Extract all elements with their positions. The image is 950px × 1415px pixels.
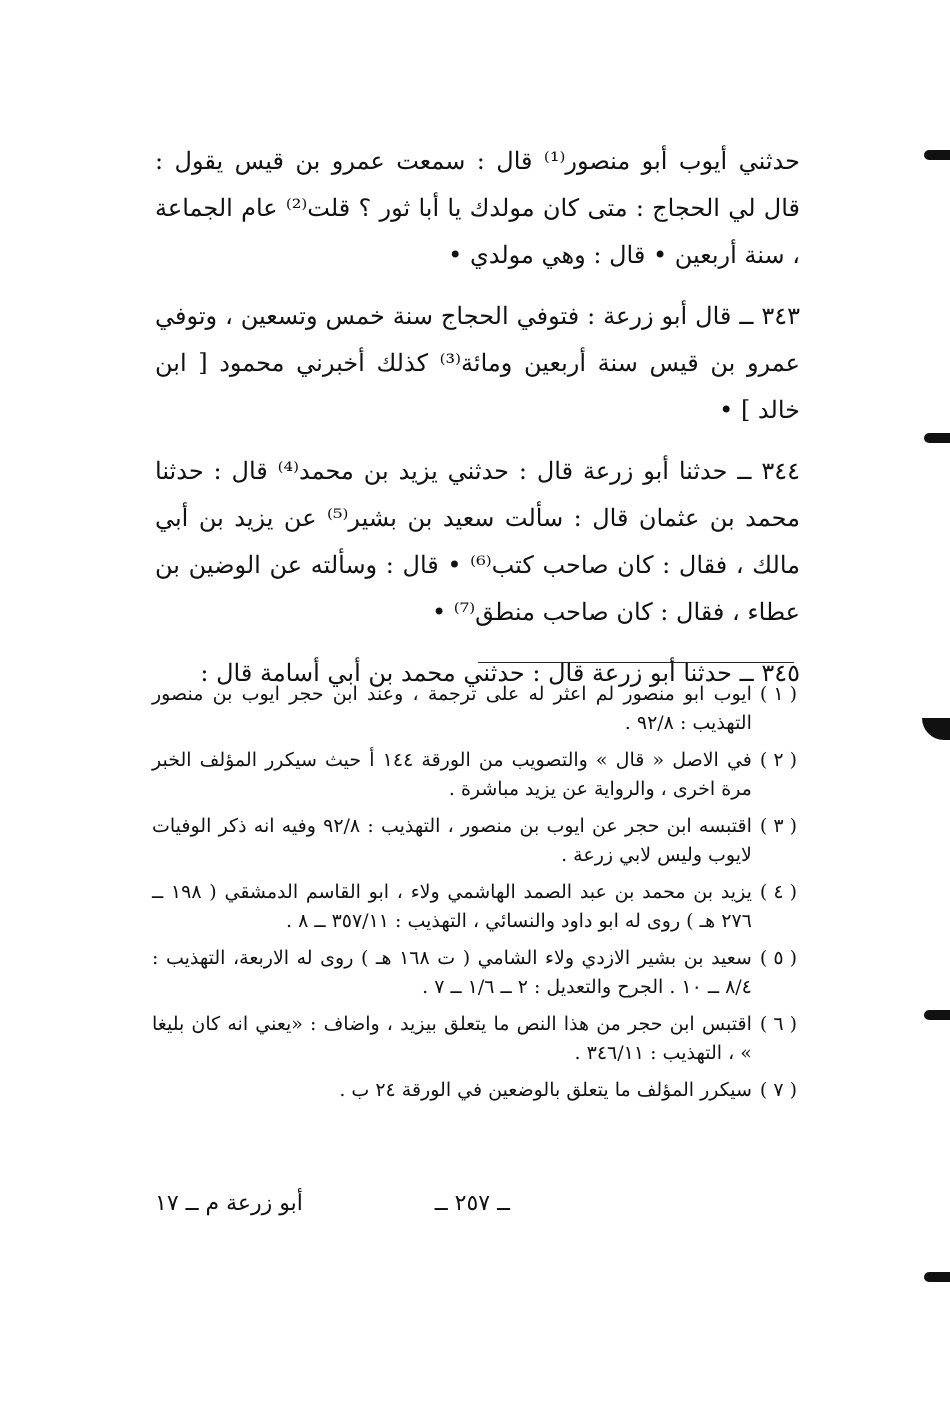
- footnote-text: يزيد بن محمد بن عبد الصمد الهاشمي ولاء ، ابو القاسم الدمشقي ( ١٩٨ ــ ٢٧٦ هـ ) روى له ابو داود والنسائي ، التهذيب : ٣٥٧/١١ ــ ٨ .: [152, 881, 752, 932]
- footnote-number: ( ١ ): [759, 683, 797, 705]
- footnote-number: ( ٦ ): [759, 1013, 797, 1035]
- footnote-number: ( ٧ ): [759, 1079, 797, 1101]
- footnote-text: ايوب ابو منصور لم اعثر له على ترجمة ، وعند ابن حجر ايوب بن منصور التهذيب : ٩٢/٨ .: [152, 683, 752, 734]
- footnote-number: ( ٣ ): [759, 815, 797, 837]
- main-text: [155, 138, 800, 711]
- footnote-text: سيكرر المؤلف ما يتعلق بالوضعين في الورقة ٢٤ ب .: [339, 1079, 752, 1101]
- edge-mark: [924, 1272, 950, 1282]
- footnotes: [152, 680, 797, 1113]
- footnote-number: ( ٤ ): [759, 881, 797, 903]
- paragraph: حدثني أيوب أبو منصور⁽¹⁾ قال : سمعت عمرو بن قيس يقول : قال لي الحجاج : متى كان مولدك يا أبا ثور ؟ قلت⁽²⁾ عام الجماعة ، سنة أربعين • قال : وهي مولدي •: [155, 147, 800, 269]
- footnote: [152, 680, 797, 738]
- footnote: [152, 944, 797, 1002]
- footnote-text: اقتبسه ابن حجر عن ايوب بن منصور ، التهذيب : ٩٢/٨ وفيه انه ذكر الوفيات لايوب وليس لابي زرعة .: [152, 815, 752, 866]
- edge-mark: [924, 1010, 950, 1020]
- footnote: [152, 812, 797, 870]
- footnote-text: في الاصل « قال » والتصويب من الورقة ١٤٤ أ حيث سيكرر المؤلف الخبر مرة اخرى ، والرواية عن يزيد مباشرة .: [152, 749, 752, 800]
- footnote: [152, 1010, 797, 1068]
- footnote-number: ( ٥ ): [759, 947, 797, 969]
- footnote-text: سعيد بن بشير الازدي ولاء الشامي ( ت ١٦٨ هـ ) روى له الاربعة، التهذيب : ٨/٤ ــ ١٠ . الجرح والتعديل : ٢ ــ ١/٦ ــ ٧ .: [152, 947, 752, 998]
- footnote-number: ( ٢ ): [759, 749, 797, 771]
- edge-mark: [924, 150, 950, 160]
- footnote: [152, 878, 797, 936]
- footnote-separator: [478, 662, 794, 663]
- paragraph: ٣٤٥ ــ حدثنا أبو زرعة قال : حدثني محمد بن أبي أسامة قال :: [200, 659, 800, 687]
- paragraph: ٣٤٤ ــ حدثنا أبو زرعة قال : حدثني يزيد بن محمد⁽⁴⁾ قال : حدثنا محمد بن عثمان قال : سألت سعيد بن بشير⁽⁵⁾ عن يزيد بن أبي مالك ، فقال : كان صاحب كتب⁽⁶⁾ • قال : وسألته عن الوضين بن عطاء ، فقال : كان صاحب منطق⁽⁷⁾ •: [155, 457, 801, 626]
- footnote: [152, 746, 797, 804]
- page-footer: [155, 1188, 800, 1220]
- edge-mark: [922, 718, 950, 740]
- footnote-text: اقتبس ابن حجر من هذا النص ما يتعلق بيزيد ، واضاف : «يعني انه كان بليغا » ، التهذيب : ٣٤٦/١١ .: [152, 1013, 752, 1064]
- footnote: [152, 1076, 797, 1105]
- paragraph: ٣٤٣ ــ قال أبو زرعة : فتوفي الحجاج سنة خمس وتسعين ، وتوفي عمرو بن قيس سنة أربعين ومائة⁽³⁾ كذلك أخبرني محمود [ ابن خالد ] •: [155, 302, 800, 424]
- signature-mark: أبو زرعة م ــ ١٧: [155, 1191, 303, 1216]
- page-number: ــ ٢٥٧ ــ: [434, 1191, 510, 1216]
- edge-mark: [924, 433, 950, 443]
